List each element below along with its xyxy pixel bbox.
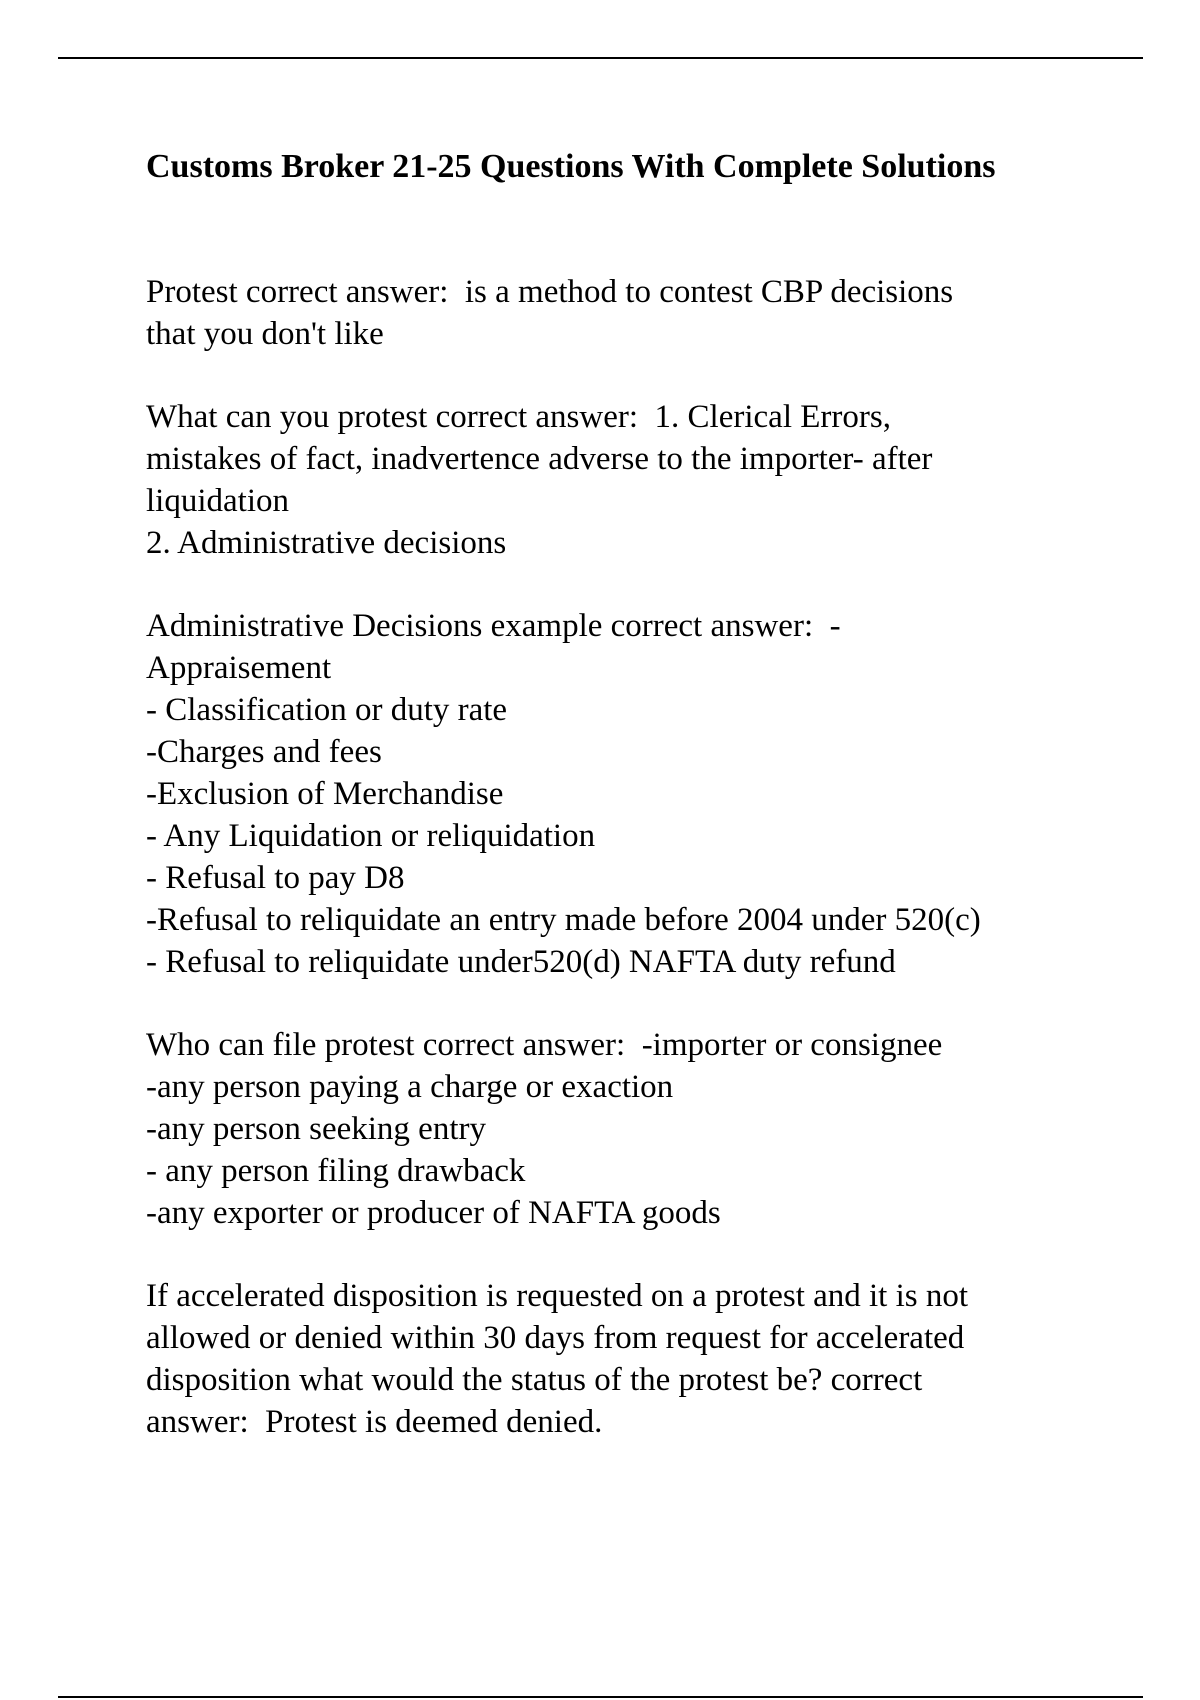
text-line: Who can file protest correct answer: -importer or consignee [146, 1027, 943, 1063]
text-line: - Refusal to pay D8 [146, 860, 405, 896]
text-line: - Classification or duty rate [146, 692, 508, 728]
text-line: -any person seeking entry [146, 1111, 486, 1147]
text-line: 2. Administrative decisions [146, 525, 507, 561]
top-divider [58, 57, 1143, 59]
text-line: -Exclusion of Merchandise [146, 776, 504, 812]
text-line: mistakes of fact, inadvertence adverse to the importer- after [146, 441, 933, 477]
text-line: answer: Protest is deemed denied. [146, 1404, 603, 1440]
text-line: liquidation [146, 483, 289, 519]
document-body [146, 145, 1146, 1484]
text-line: What can you protest correct answer: 1. Clerical Errors, [146, 399, 891, 435]
text-line: -Refusal to reliquidate an entry made before 2004 under 520(c) [146, 902, 981, 938]
text-line: Administrative Decisions example correct answer: - [146, 608, 841, 644]
text-line: Protest correct answer: is a method to contest CBP decisions [146, 274, 954, 310]
bottom-divider [58, 1696, 1143, 1698]
qa-block-who-can-file [146, 1024, 1146, 1234]
qa-block-accelerated-disposition [146, 1275, 1146, 1443]
text-line: disposition what would the status of the protest be? correct [146, 1362, 923, 1398]
text-line: allowed or denied within 30 days from request for accelerated [146, 1320, 965, 1356]
qa-block-administrative-decisions [146, 605, 1146, 983]
text-line: -any exporter or producer of NAFTA goods [146, 1195, 721, 1231]
text-line: Appraisement [146, 650, 332, 686]
text-line: that you don't like [146, 316, 384, 352]
text-line: - any person filing drawback [146, 1153, 526, 1189]
qa-block-protest [146, 271, 1146, 355]
text-line: -any person paying a charge or exaction [146, 1069, 674, 1105]
document-title: Customs Broker 21-25 Questions With Complete Solutions [146, 148, 996, 185]
text-line: - Any Liquidation or reliquidation [146, 818, 596, 854]
qa-block-what-can-you-protest [146, 396, 1146, 564]
text-line: - Refusal to reliquidate under520(d) NAFTA duty refund [146, 944, 896, 980]
text-line: If accelerated disposition is requested on a protest and it is not [146, 1278, 969, 1314]
text-line: -Charges and fees [146, 734, 382, 770]
